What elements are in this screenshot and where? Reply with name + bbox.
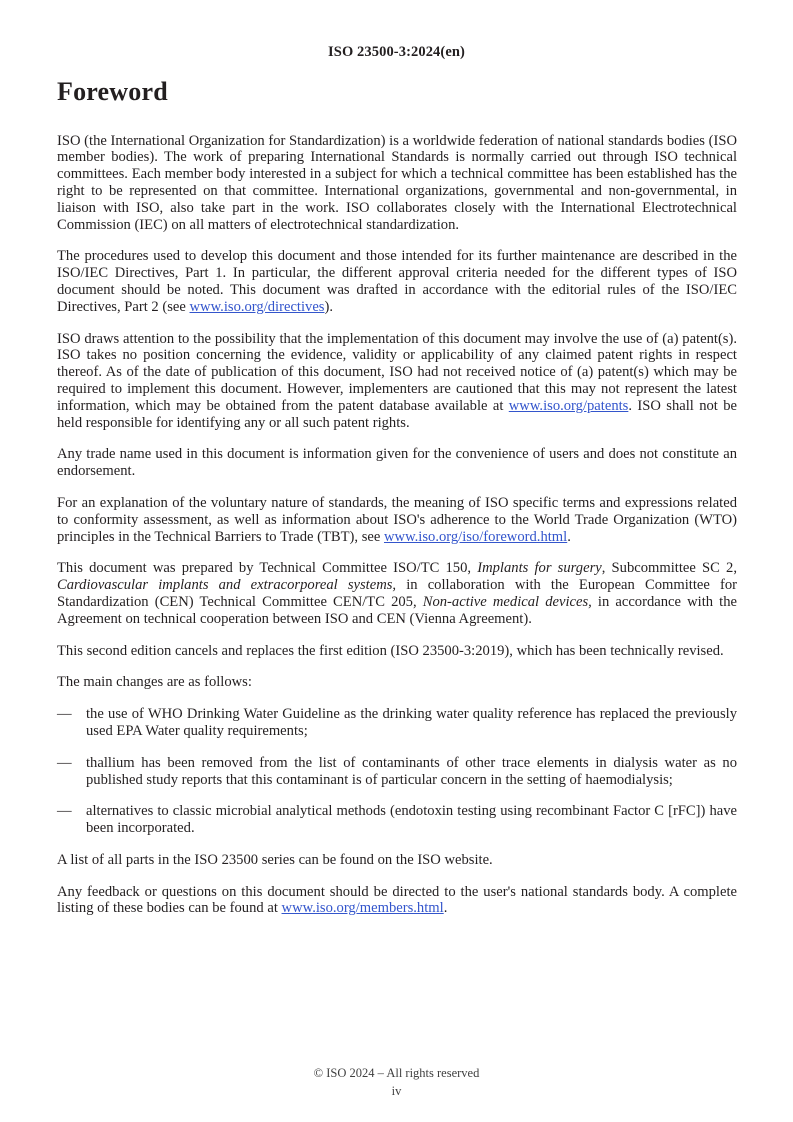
paragraph-feedback-text-after: . bbox=[443, 900, 448, 917]
footer-page-number: iv bbox=[391, 1084, 402, 1098]
list-item bbox=[57, 706, 737, 740]
paragraph-patents-text-after: . ISO shall not be held responsible for identifying any or all such patent rights. bbox=[57, 397, 737, 431]
tc-segment-2: , Subcommittee SC 2, bbox=[601, 560, 737, 577]
paragraph-procedures-text-before: The procedures used to develop this document and those intended for its further maintenance are described in the ISO/IEC Directives, Part 1. In particular, the different approval criteria needed for the different types of ISO document should be noted. This document was drafted in accordance with the editorial rules of the ISO/IEC Directives, Part 2 (see bbox=[57, 248, 737, 315]
paragraph-procedures-text-after: ). bbox=[324, 298, 334, 315]
link-iso-directives[interactable]: www.iso.org/directives bbox=[189, 298, 325, 315]
paragraph-procedures bbox=[57, 248, 737, 315]
list-item bbox=[57, 803, 737, 837]
committee-title-non-active-medical-devices: Non-active medical devices, bbox=[422, 593, 592, 610]
committee-title-cardiovascular-implants: Cardiovascular implants and extracorporeal systems, bbox=[57, 577, 397, 594]
tc-segment-3: in collaboration with the European Committee for Standardization (CEN) Technical Committee CEN/TC 205, bbox=[57, 577, 737, 610]
paragraph-trade-name: Any trade name used in this document is information given for the convenience of users and does not constitute an endorsement. bbox=[57, 446, 737, 480]
paragraph-wto-text-after: . bbox=[567, 528, 571, 545]
paragraph-patents bbox=[57, 331, 737, 432]
list-item-text: the use of WHO Drinking Water Guideline as the drinking water quality reference has replaced the previously used EPA Water quality requirements; bbox=[86, 706, 737, 739]
paragraph-feedback bbox=[57, 884, 737, 918]
link-iso-patents[interactable]: www.iso.org/patents bbox=[508, 397, 629, 414]
footer-copyright: © ISO 2024 – All rights reserved bbox=[313, 1066, 480, 1080]
link-iso-members[interactable]: www.iso.org/members.html bbox=[281, 900, 444, 917]
paragraph-wto-tbt bbox=[57, 495, 737, 545]
page-title: Foreword bbox=[57, 77, 168, 106]
committee-title-implants-for-surgery: Implants for surgery bbox=[477, 560, 602, 577]
paragraph-iso-description: ISO (the International Organization for Standardization) is a worldwide federation of national standards bodies (ISO member bodies). The work of preparing International Standards is normally carried out through ISO technical committees. Each member body interested in a subject for which a technical committee has been established has the right to be represented on that committee. International organizations, governmental and non-governmental, in liaison with ISO, also take part in the work. ISO collaborates closely with the International Electrotechnical Commission (IEC) on all matters of electrotechnical standardization. bbox=[57, 132, 737, 233]
em-dash-marker-icon: — bbox=[57, 803, 72, 820]
list-item bbox=[57, 755, 737, 789]
paragraph-feedback-text-before: Any feedback or questions on this document should be directed to the user's national standards body. A complete listing of these bodies can be found at bbox=[57, 883, 737, 917]
paragraph-patents-text-before: ISO draws attention to the possibility that the implementation of this document may involve the use of (a) patent(s). ISO takes no position concerning the evidence, validity or applicability of any claimed patent rights in respect thereof. As of the date of publication of this document, ISO had not received notice of (a) patent(s) which may be required to implement this document. However, implementers are cautioned that this may not represent the latest information, which may be obtained from the patent database available at bbox=[57, 330, 737, 414]
paragraph-second-edition: This second edition cancels and replaces the first edition (ISO 23500-3:2019), which has been technically revised. bbox=[57, 642, 724, 659]
list-item-text: thallium has been removed from the list of contaminants of other trace elements in dialysis water as no published study reports that this contaminant is of particular concern in the setting of haemodialysis; bbox=[86, 754, 737, 788]
paragraph-main-changes-intro: The main changes are as follows: bbox=[57, 674, 252, 691]
tc-segment-1: This document was prepared by Technical Committee ISO/TC 150, bbox=[57, 560, 478, 577]
paragraph-technical-committee bbox=[57, 560, 737, 627]
link-iso-foreword[interactable]: www.iso.org/iso/foreword.html bbox=[383, 528, 568, 545]
changes-list bbox=[57, 706, 737, 837]
list-item-text: alternatives to classic microbial analytical methods (endotoxin testing using recombinant Factor C [rFC]) have been incorporated. bbox=[86, 803, 737, 837]
paragraph-wto-text-before: For an explanation of the voluntary nature of standards, the meaning of ISO specific terms and expressions related to conformity assessment, as well as information about ISO's adherence to the World Trade Organization (WTO) principles in the Technical Barriers to Trade (TBT), see bbox=[57, 494, 737, 545]
tc-segment-4: in accordance with the Agreement on technical cooperation between ISO and CEN (Vienna Agreement). bbox=[57, 593, 737, 627]
paragraph-parts-list: A list of all parts in the ISO 23500 series can be found on the ISO website. bbox=[57, 851, 493, 868]
document-body bbox=[57, 78, 737, 917]
em-dash-marker-icon: — bbox=[57, 754, 72, 771]
em-dash-marker-icon: — bbox=[57, 706, 72, 723]
document-header-id: ISO 23500-3:2024(en) bbox=[328, 44, 465, 60]
